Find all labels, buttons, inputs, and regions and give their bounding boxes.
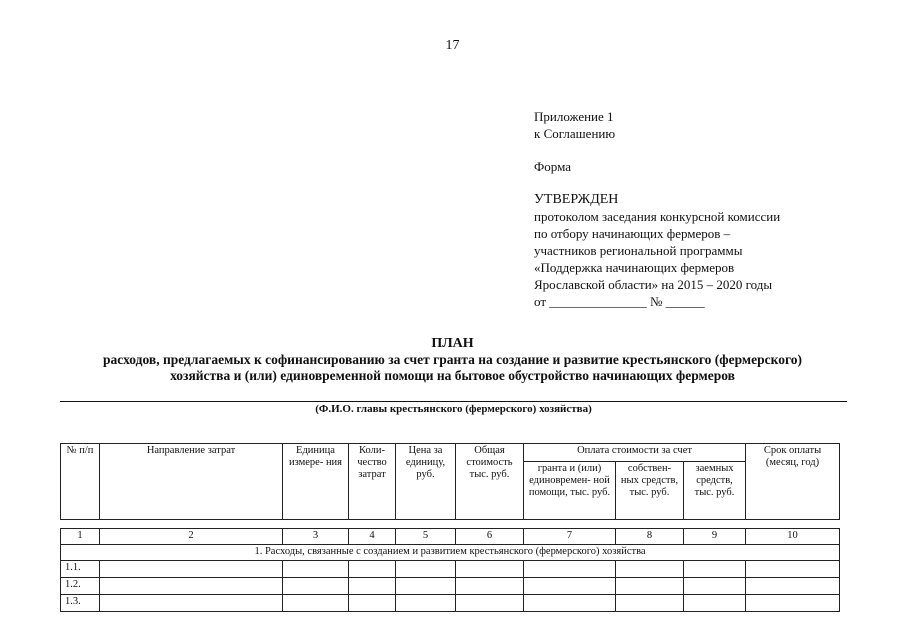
- header-payment-group: Оплата стоимости за счет: [524, 444, 746, 462]
- cell[interactable]: [283, 595, 349, 612]
- table-row: [61, 595, 840, 612]
- header-total: Общая стоимость тыс. руб.: [456, 444, 524, 520]
- cell[interactable]: [746, 578, 840, 595]
- cell[interactable]: [616, 578, 684, 595]
- protocol-line: участников региональной программы: [534, 243, 743, 258]
- row-number: 1.2.: [61, 578, 100, 595]
- cell[interactable]: [684, 561, 746, 578]
- cell[interactable]: [684, 595, 746, 612]
- header-quantity: Коли- чество затрат: [349, 444, 396, 520]
- cell[interactable]: [616, 595, 684, 612]
- cell[interactable]: [396, 561, 456, 578]
- cell[interactable]: [349, 595, 396, 612]
- column-number: 8: [616, 529, 684, 545]
- cell[interactable]: [349, 561, 396, 578]
- cell[interactable]: [100, 561, 283, 578]
- cell[interactable]: [746, 561, 840, 578]
- cell[interactable]: [456, 595, 524, 612]
- cell[interactable]: [396, 595, 456, 612]
- column-number: 7: [524, 529, 616, 545]
- header-num: № п/п: [61, 444, 100, 520]
- header-term: Срок оплаты (месяц, год): [746, 444, 840, 520]
- approval-block: [534, 108, 780, 310]
- cell[interactable]: [524, 595, 616, 612]
- appendix-line: Приложение 1: [534, 109, 614, 124]
- header-price: Цена за единицу, руб.: [396, 444, 456, 520]
- table-row: [61, 561, 840, 578]
- section-row: [61, 545, 840, 561]
- approved-label: УТВЕРЖДЕН: [534, 192, 619, 207]
- cell[interactable]: [100, 578, 283, 595]
- cell[interactable]: [524, 561, 616, 578]
- header-borrowed-funds: заемных средств, тыс. руб.: [684, 462, 746, 520]
- cell[interactable]: [283, 561, 349, 578]
- header-direction: Направление затрат: [100, 444, 283, 520]
- page-number: 17: [445, 38, 460, 53]
- table-gap: [61, 520, 840, 529]
- plan-subtitle-line: расходов, предлагаемых к софинансированию за счет гранта на создание и развитие крестьянского (фермерского): [103, 352, 802, 367]
- protocol-line: по отбору начинающих фермеров –: [534, 226, 731, 241]
- protocol-line: протоколом заседания конкурсной комиссии: [534, 209, 781, 224]
- protocol-line: «Поддержка начинающих фермеров: [534, 260, 735, 275]
- column-number: 4: [349, 529, 396, 545]
- cell[interactable]: [524, 578, 616, 595]
- agreement-line: к Соглашению: [534, 126, 616, 141]
- head-name-caption: (Ф.И.О. главы крестьянского (фермерского) хозяйства): [315, 403, 592, 415]
- cell[interactable]: [396, 578, 456, 595]
- column-number: 1: [61, 529, 100, 545]
- head-name-fill-line[interactable]: [60, 401, 847, 402]
- cell[interactable]: [684, 578, 746, 595]
- cell[interactable]: [746, 595, 840, 612]
- table-row: [61, 578, 840, 595]
- protocol-line: Ярославской области» на 2015 – 2020 годы: [534, 277, 773, 292]
- expenses-table: [60, 443, 840, 612]
- protocol-date-number-line: от _______________ № ______: [534, 294, 705, 309]
- column-number: 2: [100, 529, 283, 545]
- cell[interactable]: [283, 578, 349, 595]
- cell[interactable]: [100, 595, 283, 612]
- cell[interactable]: [616, 561, 684, 578]
- row-number: 1.1.: [61, 561, 100, 578]
- cell[interactable]: [456, 578, 524, 595]
- column-number: 9: [684, 529, 746, 545]
- column-numbers-row: [61, 529, 840, 545]
- header-grant: гранта и (или) единовремен- ной помощи, тыс. руб.: [524, 462, 616, 520]
- form-label: Форма: [534, 159, 571, 174]
- section-title: 1. Расходы, связанные с созданием и развитием крестьянского (фермерского) хозяйства: [61, 545, 840, 561]
- header-unit: Единица измере- ния: [283, 444, 349, 520]
- header-own-funds: собствен- ных средств, тыс. руб.: [616, 462, 684, 520]
- column-number: 10: [746, 529, 840, 545]
- cell[interactable]: [349, 578, 396, 595]
- row-number: 1.3.: [61, 595, 100, 612]
- column-number: 5: [396, 529, 456, 545]
- plan-subtitle: [40, 352, 865, 384]
- cell[interactable]: [456, 561, 524, 578]
- column-number: 3: [283, 529, 349, 545]
- column-number: 6: [456, 529, 524, 545]
- plan-subtitle-line: хозяйства и (или) единовременной помощи на бытовое обустройство начинающих фермеров: [170, 368, 735, 383]
- plan-title: ПЛАН: [431, 336, 474, 351]
